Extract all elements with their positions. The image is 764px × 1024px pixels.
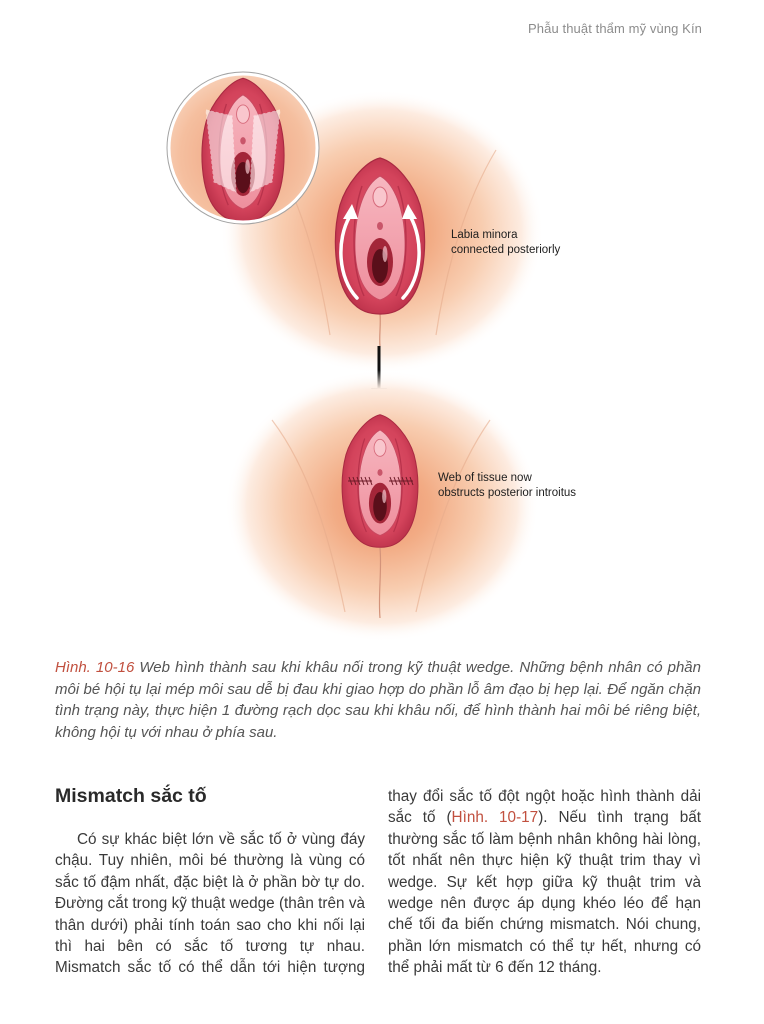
perineum-line-top bbox=[380, 314, 381, 346]
caption-text: Web hình thành sau khi khâu nối trong kỹ thuật wedge. Những bệnh nhân có phần môi bé hội tụ lại mép môi sau dễ bị đau khi giao hợp do phần lỗ âm đạo bị hẹp lại. Để ngăn chặn tình trạng này, thực hiện 1 đường rạch dọc sau khi khâu nối, để hình thành hai môi bé riêng biệt, không hội tụ với nhau ở phía sau. bbox=[55, 659, 701, 741]
paragraph-text: thay đổi sắc tố đột ngột hoặc hình thành dải sắc tố ( bbox=[388, 788, 701, 827]
figure-label-web-of-tissue bbox=[438, 471, 576, 501]
body-paragraph-right-column bbox=[388, 786, 701, 979]
running-header-title: Phẫu thuật thẩm mỹ vùng Kín bbox=[528, 21, 702, 36]
body-paragraph-left-column: Có sự khác biệt lớn về sắc tố ở vùng đáy chậu. Tuy nhiên, môi bé thường là vùng có sắc tố đậm nhất, đặc biệt là ở phần bờ tự do. Đường cắt trong kỹ thuật wedge (thân trên và thân dưới) phải tính toán sao cho khi nối lại thì hai bên có sắc tố tương tự nhau. Mismatch sắc tố có thể dẫn tới hiện tượng bbox=[55, 831, 365, 977]
section-heading: Mismatch sắc tố bbox=[55, 785, 207, 807]
figure-label-line: Web of tissue now bbox=[438, 472, 532, 484]
figure-label-line: Labia minora bbox=[451, 229, 518, 241]
figure-label-labia-connected bbox=[451, 228, 560, 258]
figure-cross-reference: Hình. 10-17 bbox=[451, 809, 539, 827]
figure-number: Hình. 10-16 bbox=[55, 659, 135, 676]
figure-label-line: obstructs posterior introitus bbox=[438, 487, 577, 499]
paragraph-text: ). Nếu tình trạng bất thường sắc tố làm bệnh nhân không hài lòng, tốt nhất nên thực hiện kỹ thuật trim thay vì wedge. Sự kết hợp giữa kỹ thuật trim và wedge nên được áp dụng khéo léo để hạn chế tối đa biến chứng mismatch. Nói chung, phần lớn mismatch có thể tự hết, nhưng có thể phải mất từ 6 đến 12 tháng. bbox=[388, 809, 702, 977]
figure-label-line: connected posteriorly bbox=[451, 244, 561, 256]
figure-caption bbox=[55, 657, 701, 743]
